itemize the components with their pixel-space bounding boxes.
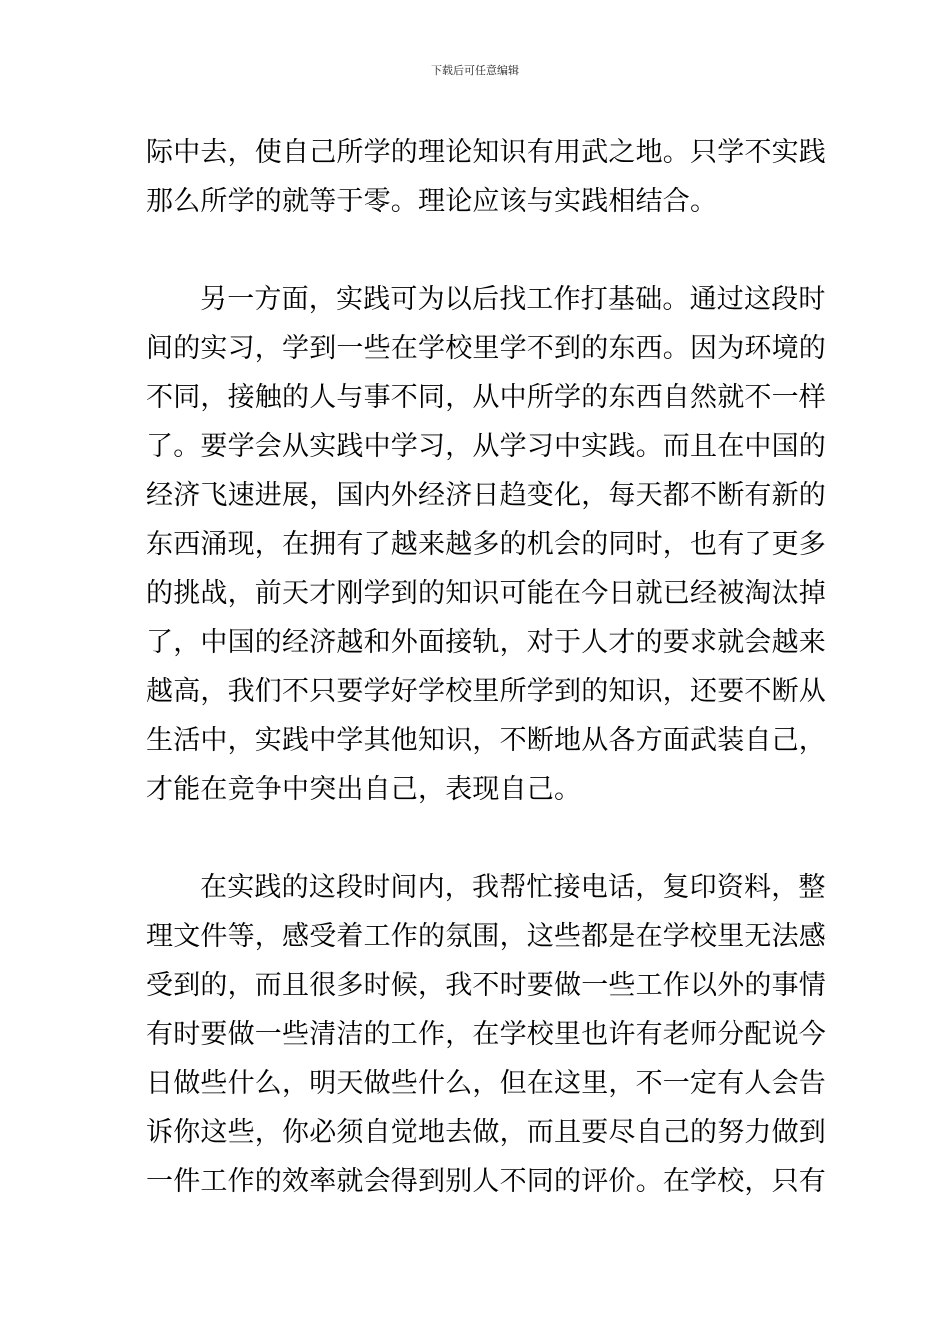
paragraph-spacer xyxy=(146,814,806,863)
text-line: 东西涌现，在拥有了越来越多的机会的同时，也有了更多 xyxy=(146,529,826,560)
paragraph xyxy=(146,128,826,226)
page-header: 下载后可任意编辑 xyxy=(431,64,519,77)
text-line: 有时要做一些清洁的工作，在学校里也许有老师分配说今 xyxy=(146,1019,826,1050)
text-line: 受到的，而且很多时候，我不时要做一些工作以外的事情 xyxy=(146,970,826,1001)
text-line: 在实践的这段时间内，我帮忙接电话，复印资料，整 xyxy=(200,872,826,903)
text-line: 越高，我们不只要学好学校里所学到的知识，还要不断从 xyxy=(146,676,826,707)
text-line: 了。要学会从实践中学习，从学习中实践。而且在中国的 xyxy=(146,431,826,462)
text-line: 间的实习，学到一些在学校里学不到的东西。因为环境的 xyxy=(146,333,826,364)
text-line: 经济飞速进展，国内外经济日趋变化，每天都不断有新的 xyxy=(146,480,826,511)
paragraph-spacer xyxy=(146,226,806,275)
document-body xyxy=(146,128,826,1206)
text-line: 日做些什么，明天做些什么，但在这里，不一定有人会告 xyxy=(146,1068,826,1099)
text-line: 诉你这些，你必须自觉地去做，而且要尽自己的努力做到 xyxy=(146,1117,826,1148)
text-line: 理文件等，感受着工作的氛围，这些都是在学校里无法感 xyxy=(146,921,826,952)
text-line: 才能在竞争中突出自己，表现自己。 xyxy=(146,774,582,805)
text-line: 一件工作的效率就会得到别人不同的评价。在学校，只有 xyxy=(146,1166,826,1197)
text-line: 了，中国的经济越和外面接轨，对于人才的要求就会越来 xyxy=(146,627,826,658)
paragraph xyxy=(146,275,826,814)
text-line: 的挑战，前天才刚学到的知识可能在今日就已经被淘汰掉 xyxy=(146,578,826,609)
text-line: 不同，接触的人与事不同，从中所学的东西自然就不一样 xyxy=(146,382,826,413)
text-line: 另一方面，实践可为以后找工作打基础。通过这段时 xyxy=(200,284,826,315)
paragraph xyxy=(146,863,826,1206)
text-line: 生活中，实践中学其他知识，不断地从各方面武装自己， xyxy=(146,725,826,756)
text-line: 际中去，使自己所学的理论知识有用武之地。只学不实践 xyxy=(146,137,826,168)
text-line: 那么所学的就等于零。理论应该与实践相结合。 xyxy=(146,186,718,217)
